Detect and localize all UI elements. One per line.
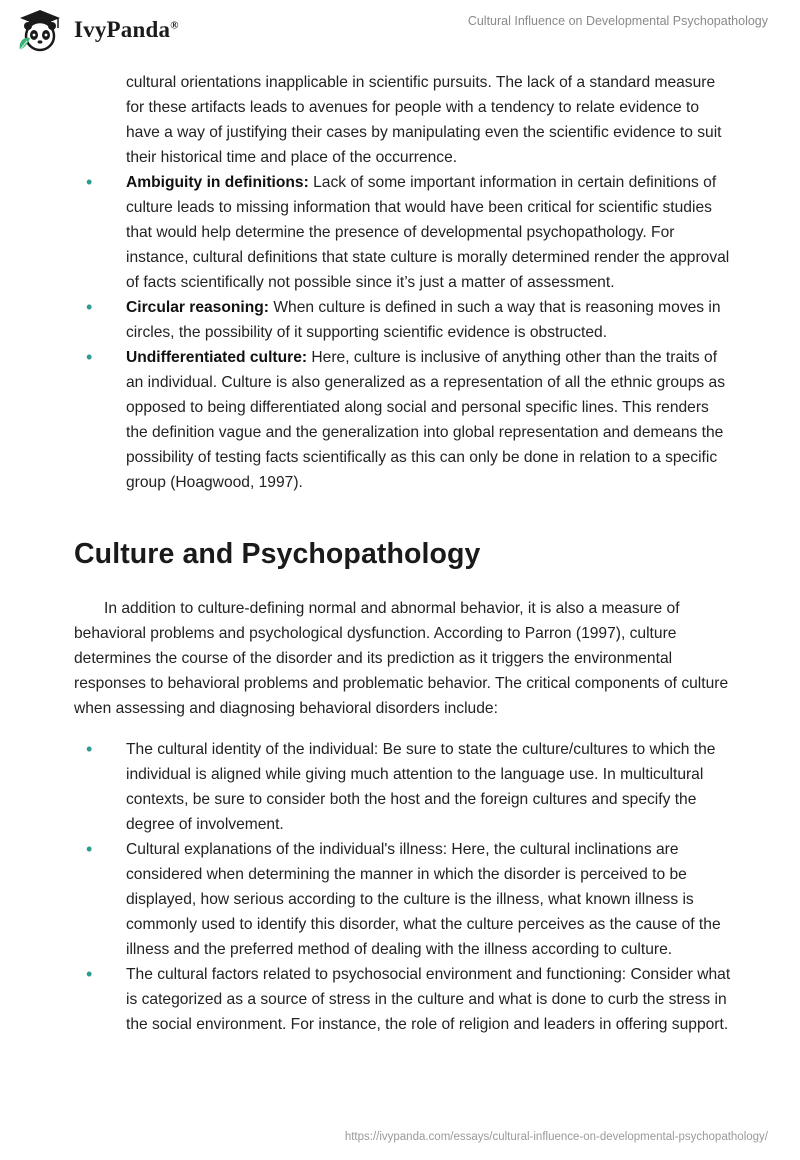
bullet-icon: • [86, 839, 93, 859]
list-item [74, 962, 734, 1037]
list-item-text: When culture is defined in such a way that is reasoning moves in circles, the possibility of it supporting scientific evidence is obstructed. [126, 299, 721, 341]
list-item-text: Lack of some important information in certain definitions of culture leads to missing information that would have been critical for scientific studies that would help determine the presence of developmental psychopathology. For instance, cultural definitions that state culture is morally determined render the approval of facts scientifically not possible since it’s just a matter of assessment. [126, 174, 730, 291]
ivypanda-logo[interactable] [14, 6, 179, 54]
criticism-list [74, 70, 734, 495]
bullet-icon: • [86, 347, 93, 367]
page-header [0, 0, 800, 60]
document-title: Cultural Influence on Developmental Psychopathology [467, 14, 768, 28]
list-item-text: The cultural identity of the individual: Be sure to state the culture/cultures to which the individual is aligned while giving much attention to the language use. In multicultural contexts, be sure to consider both the host and the foreign cultures and specify the degree of involvement. [126, 741, 716, 833]
list-item [74, 837, 734, 962]
list-item-term: Circular reasoning: [126, 299, 269, 316]
top-list-container [74, 70, 734, 495]
source-url-link[interactable]: https://ivypanda.com/essays/cultural-influence-on-developmental-psychopathology/ [344, 1131, 768, 1143]
list-item-continuation [74, 70, 734, 170]
logo-wordmark: IvyPanda® [74, 17, 179, 42]
list-item-text: The cultural factors related to psychosocial environment and functioning: Consider what is categorized as a source of stress in the culture and what is done to curb the stress in the social environment. For instance, the role of religion and leaders in offering support. [126, 966, 731, 1033]
bullet-icon: • [86, 297, 93, 317]
panda-graduate-icon [14, 6, 66, 54]
list-item-text: Here, culture is inclusive of anything other than the traits of an individual. Culture is also generalized as a representation of all the ethnic groups as opposed to being differentiated along social and personal specific lines. This renders the definition vague and the generalization into global representation and demeans the possibility of testing facts scientifically as this can only be done in relation to a specific group (Hoagwood, 1997). [126, 349, 725, 491]
bullet-icon: • [86, 172, 93, 192]
list-item-term: Ambiguity in definitions: [126, 174, 309, 191]
section-heading: Culture and Psychopathology [74, 538, 481, 570]
bullet-icon: • [86, 964, 93, 984]
list-item [74, 737, 734, 837]
bullet-icon: • [86, 739, 93, 759]
section-paragraph: In addition to culture-defining normal and abnormal behavior, it is also a measure of behavioral problems and psychological dysfunction. According to Parron (1997), culture determines the course of the disorder and its prediction as it triggers the environmental responses to behavioral problems and problematic behavior. The critical components of culture when assessing and diagnosing behavioral disorders include: [74, 600, 729, 717]
list-item-text: cultural orientations inapplicable in scientific pursuits. The lack of a standard measure for these artifacts leads to avenues for people with a tendency to relate evidence to have a way of justifying their cases by manipulating even the scientific evidence to suit their historical time and place of the occurrence. [126, 74, 722, 166]
list-item [74, 295, 734, 345]
list-item-term: Undifferentiated culture: [126, 349, 308, 366]
components-list-container [74, 737, 734, 1037]
components-list [74, 737, 734, 1037]
list-item-text: Cultural explanations of the individual's illness: Here, the cultural inclinations are considered when determining the manner in which the disorder is perceived to be displayed, how serious according to the culture is the illness, what known illness is commonly used to identify this disorder, what the culture perceives as the cause of the illness and the preferred method of dealing with the illness according to culture. [126, 841, 721, 958]
list-item [74, 345, 734, 495]
list-item [74, 170, 734, 295]
